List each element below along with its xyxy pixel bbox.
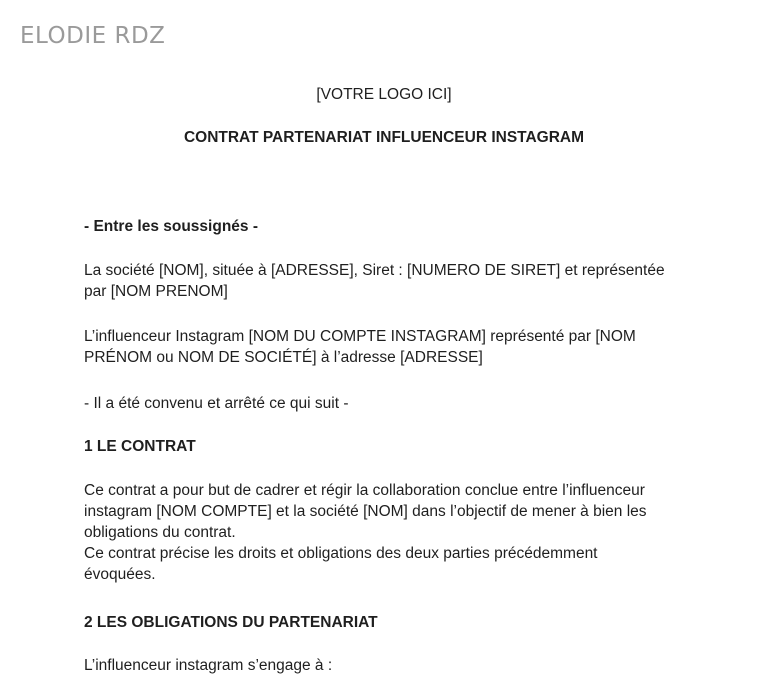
company-line: La société [NOM], située à [ADRESSE], Siret : [NUMERO DE SIRET] et représentée xyxy=(84,262,665,279)
agreement-line: - Il a été convenu et arrêté ce qui suit - xyxy=(84,395,349,412)
influencer-paragraph xyxy=(84,326,684,368)
section1-heading: 1 LE CONTRAT xyxy=(84,438,196,455)
watermark: ELODIE RDZ xyxy=(20,23,166,49)
paragraph-line: Ce contrat a pour but de cadrer et régir la collaboration conclue entre l’influenceur xyxy=(84,482,645,499)
paragraph-line: évoquées. xyxy=(84,566,156,583)
section2-heading: 2 LES OBLIGATIONS DU PARTENARIAT xyxy=(84,614,378,631)
company-line: par [NOM PRENOM] xyxy=(84,283,228,300)
section2-intro: L’influenceur instagram s’engage à : xyxy=(84,657,333,674)
document-title: CONTRAT PARTENARIAT INFLUENCEUR INSTAGRAM xyxy=(183,129,585,146)
paragraph-line: Ce contrat précise les droits et obligations des deux parties précédemment xyxy=(84,545,598,562)
paragraph-line: instagram [NOM COMPTE] et la société [NOM] dans l’objectif de mener à bien les xyxy=(84,503,647,520)
influencer-line: PRÉNOM ou NOM DE SOCIÉTÉ] à l’adresse [ADRESSE] xyxy=(84,349,483,366)
paragraph-line: obligations du contrat. xyxy=(84,524,236,541)
logo-placeholder: [VOTRE LOGO ICI] xyxy=(316,86,452,103)
company-paragraph xyxy=(84,260,684,302)
influencer-line: L’influenceur Instagram [NOM DU COMPTE INSTAGRAM] représenté par [NOM xyxy=(84,328,636,345)
parties-heading: - Entre les soussignés - xyxy=(84,218,258,235)
section1-paragraph xyxy=(84,480,684,585)
